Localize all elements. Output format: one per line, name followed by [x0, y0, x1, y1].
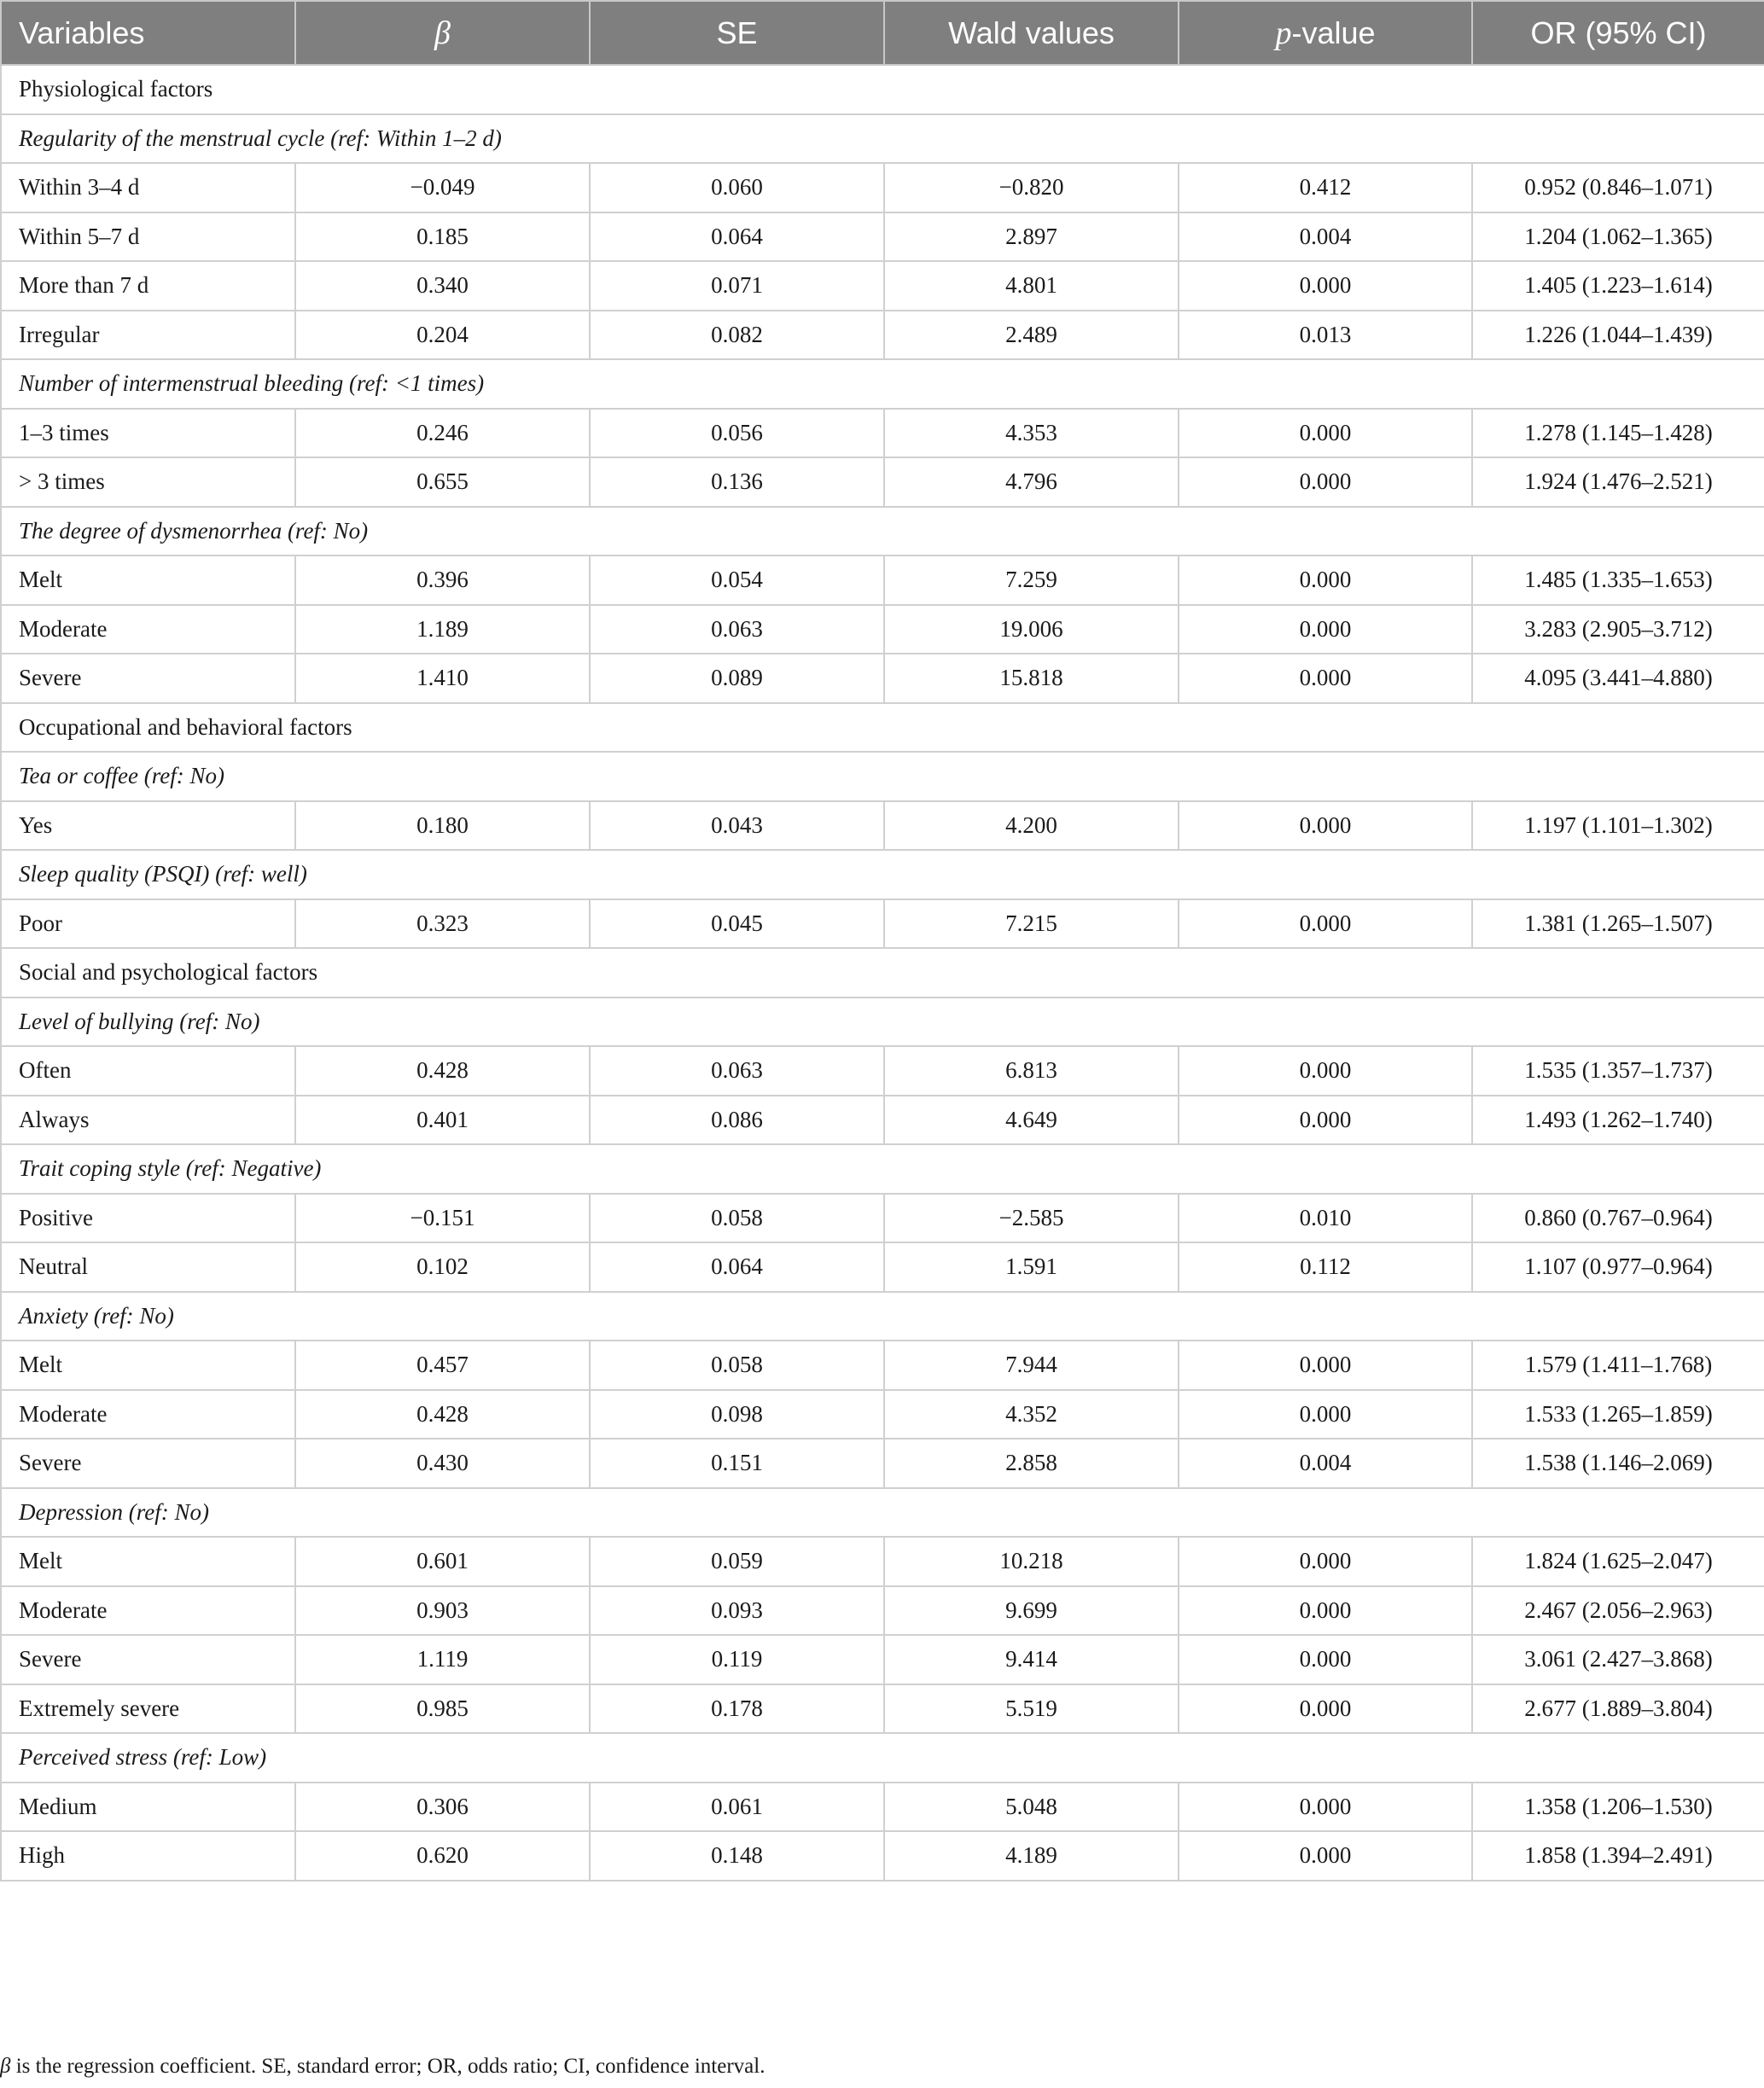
- cell-se: 0.082: [590, 311, 884, 360]
- section-row: [1, 703, 1764, 753]
- table-row: [1, 212, 1764, 262]
- cell-or-ci: 1.579 (1.411–1.768): [1472, 1341, 1764, 1390]
- table-row: [1, 1783, 1764, 1832]
- cell-or-ci: 0.952 (0.846–1.071): [1472, 163, 1764, 212]
- cell-beta: 0.655: [295, 457, 590, 507]
- cell-wald: 7.215: [884, 899, 1179, 949]
- section-label: Occupational and behavioral factors: [1, 703, 1764, 753]
- cell-or-ci: 1.493 (1.262–1.740): [1472, 1096, 1764, 1145]
- row-label: Irregular: [1, 311, 295, 360]
- cell-wald: 7.944: [884, 1341, 1179, 1390]
- table-row: [1, 1537, 1764, 1586]
- cell-se: 0.045: [590, 899, 884, 949]
- cell-wald: 4.801: [884, 261, 1179, 311]
- cell-p-value: 0.000: [1179, 1586, 1472, 1636]
- cell-se: 0.058: [590, 1341, 884, 1390]
- cell-p-value: 0.000: [1179, 1684, 1472, 1734]
- cell-wald: 10.218: [884, 1537, 1179, 1586]
- cell-se: 0.054: [590, 555, 884, 605]
- group-label: The degree of dysmenorrhea (ref: No): [1, 507, 1764, 556]
- cell-p-value: 0.000: [1179, 555, 1472, 605]
- group-row: [1, 507, 1764, 556]
- row-label: Within 5–7 d: [1, 212, 295, 262]
- section-label: Physiological factors: [1, 65, 1764, 114]
- cell-or-ci: 1.924 (1.476–2.521): [1472, 457, 1764, 507]
- cell-wald: 5.519: [884, 1684, 1179, 1734]
- table-row: [1, 163, 1764, 212]
- section-label: Social and psychological factors: [1, 948, 1764, 997]
- cell-se: 0.056: [590, 409, 884, 458]
- cell-se: 0.063: [590, 605, 884, 654]
- table-header: [1, 1, 1764, 65]
- cell-beta: 0.601: [295, 1537, 590, 1586]
- row-label: 1–3 times: [1, 409, 295, 458]
- group-label: Regularity of the menstrual cycle (ref: Within 1–2 d): [1, 114, 1764, 164]
- cell-beta: 1.410: [295, 654, 590, 703]
- cell-or-ci: 1.858 (1.394–2.491): [1472, 1831, 1764, 1881]
- header-p-rest: -value: [1291, 15, 1376, 50]
- cell-or-ci: 1.197 (1.101–1.302): [1472, 801, 1764, 851]
- cell-wald: 7.259: [884, 555, 1179, 605]
- group-label: Anxiety (ref: No): [1, 1292, 1764, 1341]
- cell-beta: 0.185: [295, 212, 590, 262]
- cell-wald: 4.353: [884, 409, 1179, 458]
- cell-wald: −0.820: [884, 163, 1179, 212]
- cell-beta: 0.428: [295, 1046, 590, 1096]
- cell-p-value: 0.000: [1179, 1831, 1472, 1881]
- table-row: [1, 1242, 1764, 1292]
- cell-se: 0.089: [590, 654, 884, 703]
- cell-p-value: 0.000: [1179, 654, 1472, 703]
- cell-wald: 1.591: [884, 1242, 1179, 1292]
- cell-or-ci: 2.677 (1.889–3.804): [1472, 1684, 1764, 1734]
- cell-se: 0.093: [590, 1586, 884, 1636]
- cell-p-value: 0.000: [1179, 1783, 1472, 1832]
- header-p-italic: p: [1275, 15, 1292, 51]
- group-label: Depression (ref: No): [1, 1488, 1764, 1538]
- cell-p-value: 0.000: [1179, 261, 1472, 311]
- cell-wald: 4.649: [884, 1096, 1179, 1145]
- row-label: Within 3–4 d: [1, 163, 295, 212]
- table-row: [1, 311, 1764, 360]
- cell-p-value: 0.010: [1179, 1194, 1472, 1243]
- table-row: [1, 457, 1764, 507]
- cell-wald: 2.858: [884, 1439, 1179, 1488]
- table-row: [1, 1194, 1764, 1243]
- row-label: Severe: [1, 1635, 295, 1684]
- row-label: > 3 times: [1, 457, 295, 507]
- cell-beta: 0.903: [295, 1586, 590, 1636]
- cell-wald: 2.897: [884, 212, 1179, 262]
- table-row: [1, 409, 1764, 458]
- table-row: [1, 555, 1764, 605]
- cell-beta: 0.430: [295, 1439, 590, 1488]
- cell-se: 0.119: [590, 1635, 884, 1684]
- header-beta: [295, 1, 590, 65]
- cell-p-value: 0.000: [1179, 409, 1472, 458]
- group-row: [1, 1144, 1764, 1194]
- cell-or-ci: 1.107 (0.977–0.964): [1472, 1242, 1764, 1292]
- cell-se: 0.058: [590, 1194, 884, 1243]
- cell-p-value: 0.000: [1179, 1096, 1472, 1145]
- cell-p-value: 0.004: [1179, 212, 1472, 262]
- group-row: [1, 114, 1764, 164]
- header-variables: Variables: [1, 1, 295, 65]
- group-label: Number of intermenstrual bleeding (ref: <1 times): [1, 359, 1764, 409]
- group-label: Trait coping style (ref: Negative): [1, 1144, 1764, 1194]
- group-row: [1, 752, 1764, 801]
- group-row: [1, 1292, 1764, 1341]
- header-p-value: [1179, 1, 1472, 65]
- cell-se: 0.178: [590, 1684, 884, 1734]
- row-label: More than 7 d: [1, 261, 295, 311]
- cell-wald: 5.048: [884, 1783, 1179, 1832]
- group-row: [1, 997, 1764, 1047]
- cell-p-value: 0.000: [1179, 1635, 1472, 1684]
- cell-or-ci: 1.533 (1.265–1.859): [1472, 1390, 1764, 1439]
- cell-wald: 9.414: [884, 1635, 1179, 1684]
- header-beta-symbol: β: [434, 15, 451, 51]
- cell-se: 0.043: [590, 801, 884, 851]
- row-label: Poor: [1, 899, 295, 949]
- cell-beta: 0.180: [295, 801, 590, 851]
- table-row: [1, 1831, 1764, 1881]
- cell-se: 0.136: [590, 457, 884, 507]
- cell-p-value: 0.013: [1179, 311, 1472, 360]
- cell-or-ci: 1.278 (1.145–1.428): [1472, 409, 1764, 458]
- row-label: Always: [1, 1096, 295, 1145]
- cell-or-ci: 2.467 (2.056–2.963): [1472, 1586, 1764, 1636]
- row-label: Melt: [1, 1341, 295, 1390]
- table-body: [1, 65, 1764, 1881]
- header-or: OR (95% CI): [1472, 1, 1764, 65]
- table-row: [1, 801, 1764, 851]
- cell-beta: 0.401: [295, 1096, 590, 1145]
- cell-p-value: 0.000: [1179, 457, 1472, 507]
- cell-beta: 0.985: [295, 1684, 590, 1734]
- cell-se: 0.064: [590, 212, 884, 262]
- table-row: [1, 654, 1764, 703]
- row-label: Often: [1, 1046, 295, 1096]
- table-row: [1, 1635, 1764, 1684]
- section-row: [1, 948, 1764, 997]
- group-row: [1, 1733, 1764, 1783]
- cell-se: 0.059: [590, 1537, 884, 1586]
- row-label: Yes: [1, 801, 295, 851]
- group-row: [1, 359, 1764, 409]
- cell-p-value: 0.412: [1179, 163, 1472, 212]
- cell-or-ci: 1.824 (1.625–2.047): [1472, 1537, 1764, 1586]
- row-label: Moderate: [1, 605, 295, 654]
- cell-se: 0.071: [590, 261, 884, 311]
- cell-se: 0.064: [590, 1242, 884, 1292]
- cell-or-ci: 0.860 (0.767–0.964): [1472, 1194, 1764, 1243]
- cell-wald: 4.189: [884, 1831, 1179, 1881]
- row-label: Moderate: [1, 1390, 295, 1439]
- cell-wald: 6.813: [884, 1046, 1179, 1096]
- row-label: Melt: [1, 1537, 295, 1586]
- row-label: Moderate: [1, 1586, 295, 1636]
- cell-p-value: 0.112: [1179, 1242, 1472, 1292]
- cell-beta: 0.457: [295, 1341, 590, 1390]
- group-label: Level of bullying (ref: No): [1, 997, 1764, 1047]
- cell-p-value: 0.000: [1179, 1046, 1472, 1096]
- cell-wald: 15.818: [884, 654, 1179, 703]
- row-label: Extremely severe: [1, 1684, 295, 1734]
- group-label: Perceived stress (ref: Low): [1, 1733, 1764, 1783]
- row-label: High: [1, 1831, 295, 1881]
- cell-p-value: 0.000: [1179, 605, 1472, 654]
- row-label: Positive: [1, 1194, 295, 1243]
- table-row: [1, 1586, 1764, 1636]
- cell-wald: 4.796: [884, 457, 1179, 507]
- cell-wald: 4.352: [884, 1390, 1179, 1439]
- cell-wald: 2.489: [884, 311, 1179, 360]
- cell-se: 0.086: [590, 1096, 884, 1145]
- cell-beta: 0.396: [295, 555, 590, 605]
- table-row: [1, 1046, 1764, 1096]
- cell-beta: 0.306: [295, 1783, 590, 1832]
- cell-beta: −0.049: [295, 163, 590, 212]
- cell-p-value: 0.000: [1179, 801, 1472, 851]
- row-label: Severe: [1, 1439, 295, 1488]
- table-row: [1, 1341, 1764, 1390]
- table-row: [1, 899, 1764, 949]
- table-row: [1, 1390, 1764, 1439]
- table-footnote: [0, 2055, 765, 2079]
- group-label: Tea or coffee (ref: No): [1, 752, 1764, 801]
- section-row: [1, 65, 1764, 114]
- cell-or-ci: 1.538 (1.146–2.069): [1472, 1439, 1764, 1488]
- cell-wald: 4.200: [884, 801, 1179, 851]
- cell-or-ci: 1.485 (1.335–1.653): [1472, 555, 1764, 605]
- cell-beta: 0.428: [295, 1390, 590, 1439]
- cell-wald: 9.699: [884, 1586, 1179, 1636]
- footnote-beta-symbol: β: [0, 2055, 11, 2078]
- cell-p-value: 0.000: [1179, 899, 1472, 949]
- cell-beta: 0.340: [295, 261, 590, 311]
- cell-se: 0.148: [590, 1831, 884, 1881]
- group-row: [1, 850, 1764, 899]
- cell-beta: 1.119: [295, 1635, 590, 1684]
- group-label: Sleep quality (PSQI) (ref: well): [1, 850, 1764, 899]
- cell-p-value: 0.000: [1179, 1390, 1472, 1439]
- header-se: SE: [590, 1, 884, 65]
- cell-se: 0.098: [590, 1390, 884, 1439]
- cell-or-ci: 3.283 (2.905–3.712): [1472, 605, 1764, 654]
- cell-or-ci: 4.095 (3.441–4.880): [1472, 654, 1764, 703]
- cell-or-ci: 1.358 (1.206–1.530): [1472, 1783, 1764, 1832]
- cell-se: 0.151: [590, 1439, 884, 1488]
- cell-beta: 0.204: [295, 311, 590, 360]
- footnote-text: is the regression coefficient. SE, standard error; OR, odds ratio; CI, confidence interval.: [10, 2055, 766, 2078]
- cell-se: 0.061: [590, 1783, 884, 1832]
- cell-or-ci: 1.381 (1.265–1.507): [1472, 899, 1764, 949]
- row-label: Neutral: [1, 1242, 295, 1292]
- cell-or-ci: 1.204 (1.062–1.365): [1472, 212, 1764, 262]
- cell-beta: 0.323: [295, 899, 590, 949]
- table-row: [1, 605, 1764, 654]
- table-row: [1, 1439, 1764, 1488]
- cell-wald: −2.585: [884, 1194, 1179, 1243]
- table-row: [1, 1684, 1764, 1734]
- cell-beta: 0.620: [295, 1831, 590, 1881]
- cell-se: 0.060: [590, 163, 884, 212]
- cell-se: 0.063: [590, 1046, 884, 1096]
- cell-or-ci: 1.226 (1.044–1.439): [1472, 311, 1764, 360]
- table-row: [1, 261, 1764, 311]
- cell-or-ci: 1.405 (1.223–1.614): [1472, 261, 1764, 311]
- cell-or-ci: 1.535 (1.357–1.737): [1472, 1046, 1764, 1096]
- cell-beta: 0.102: [295, 1242, 590, 1292]
- cell-p-value: 0.000: [1179, 1341, 1472, 1390]
- cell-or-ci: 3.061 (2.427–3.868): [1472, 1635, 1764, 1684]
- cell-beta: 1.189: [295, 605, 590, 654]
- row-label: Melt: [1, 555, 295, 605]
- cell-beta: 0.246: [295, 409, 590, 458]
- header-row: [1, 1, 1764, 65]
- cell-p-value: 0.000: [1179, 1537, 1472, 1586]
- cell-wald: 19.006: [884, 605, 1179, 654]
- table-row: [1, 1096, 1764, 1145]
- row-label: Severe: [1, 654, 295, 703]
- cell-p-value: 0.004: [1179, 1439, 1472, 1488]
- group-row: [1, 1488, 1764, 1538]
- row-label: Medium: [1, 1783, 295, 1832]
- header-wald: Wald values: [884, 1, 1179, 65]
- cell-beta: −0.151: [295, 1194, 590, 1243]
